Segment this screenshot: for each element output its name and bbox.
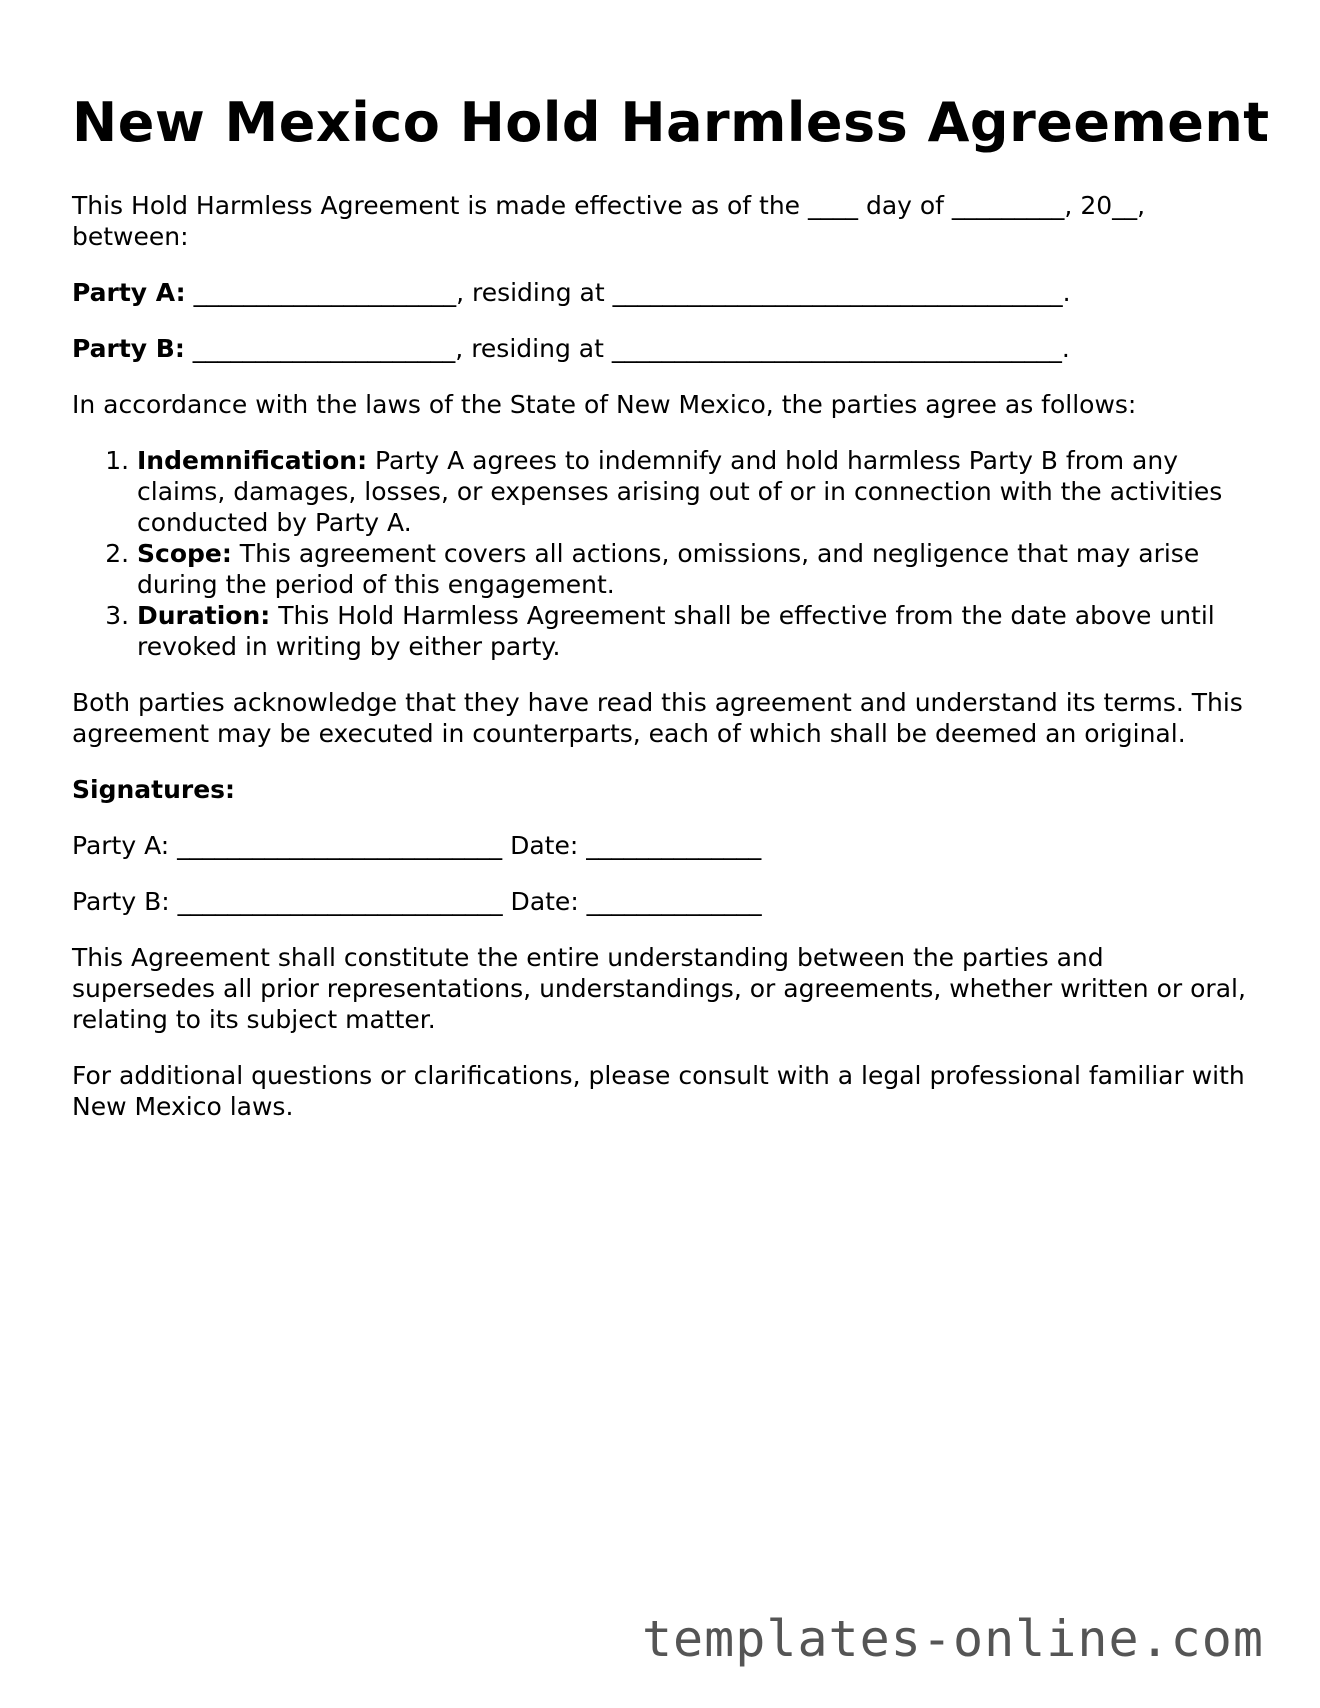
clause-text: This agreement covers all actions, omissions, and negligence that may arise during the period of this engagement.	[137, 539, 1200, 599]
signatures-heading-text: Signatures:	[72, 775, 236, 804]
entire-agreement-paragraph: This Agreement shall constitute the entire understanding between the parties and supersedes all prior representations, understandings, or agreements, whether written or oral, relating to its subject matter.	[72, 943, 1246, 1034]
list-item	[137, 538, 1252, 600]
list-item	[137, 600, 1252, 662]
party-a-line	[72, 277, 1252, 308]
clause-label: Scope:	[137, 539, 232, 568]
party-a-label: Party A:	[72, 278, 186, 307]
watermark: templates-online.com	[641, 1610, 1264, 1668]
list-item	[137, 445, 1252, 538]
clause-label: Indemnification:	[137, 446, 368, 475]
signatures-heading	[72, 774, 1252, 805]
document-title: New Mexico Hold Harmless Agreement	[72, 91, 1270, 154]
signature-line-b: Party B: __________________________ Date: ______________	[72, 887, 762, 916]
party-b-label: Party B:	[72, 334, 185, 363]
acknowledgement-paragraph: Both parties acknowledge that they have read this agreement and understand its terms. This agreement may be executed in counterparts, each of which shall be deemed an original.	[72, 688, 1243, 748]
clause-text: This Hold Harmless Agreement shall be effective from the date above until revoked in writing by either party.	[137, 601, 1215, 661]
clause-label: Duration:	[137, 601, 271, 630]
intro-paragraph: This Hold Harmless Agreement is made effective as of the ____ day of _________, 20__, between:	[72, 191, 1146, 251]
accordance-paragraph: In accordance with the laws of the State of New Mexico, the parties agree as follows:	[72, 390, 1137, 419]
party-a-text: _____________________, residing at ____________________________________.	[185, 278, 1071, 307]
party-b-text: _____________________, residing at ____________________________________.	[184, 334, 1070, 363]
consult-paragraph: For additional questions or clarifications, please consult with a legal professional familiar with New Mexico laws.	[72, 1061, 1245, 1121]
signature-line-a: Party A: __________________________ Date: ______________	[72, 831, 762, 860]
clause-list	[72, 445, 1252, 662]
party-b-line	[72, 333, 1252, 364]
clause-text: Party A agrees to indemnify and hold harmless Party B from any claims, damages, losses, or expenses arising out of or in connection with the activities conducted by Party A.	[137, 446, 1223, 537]
document-body	[72, 190, 1252, 1147]
